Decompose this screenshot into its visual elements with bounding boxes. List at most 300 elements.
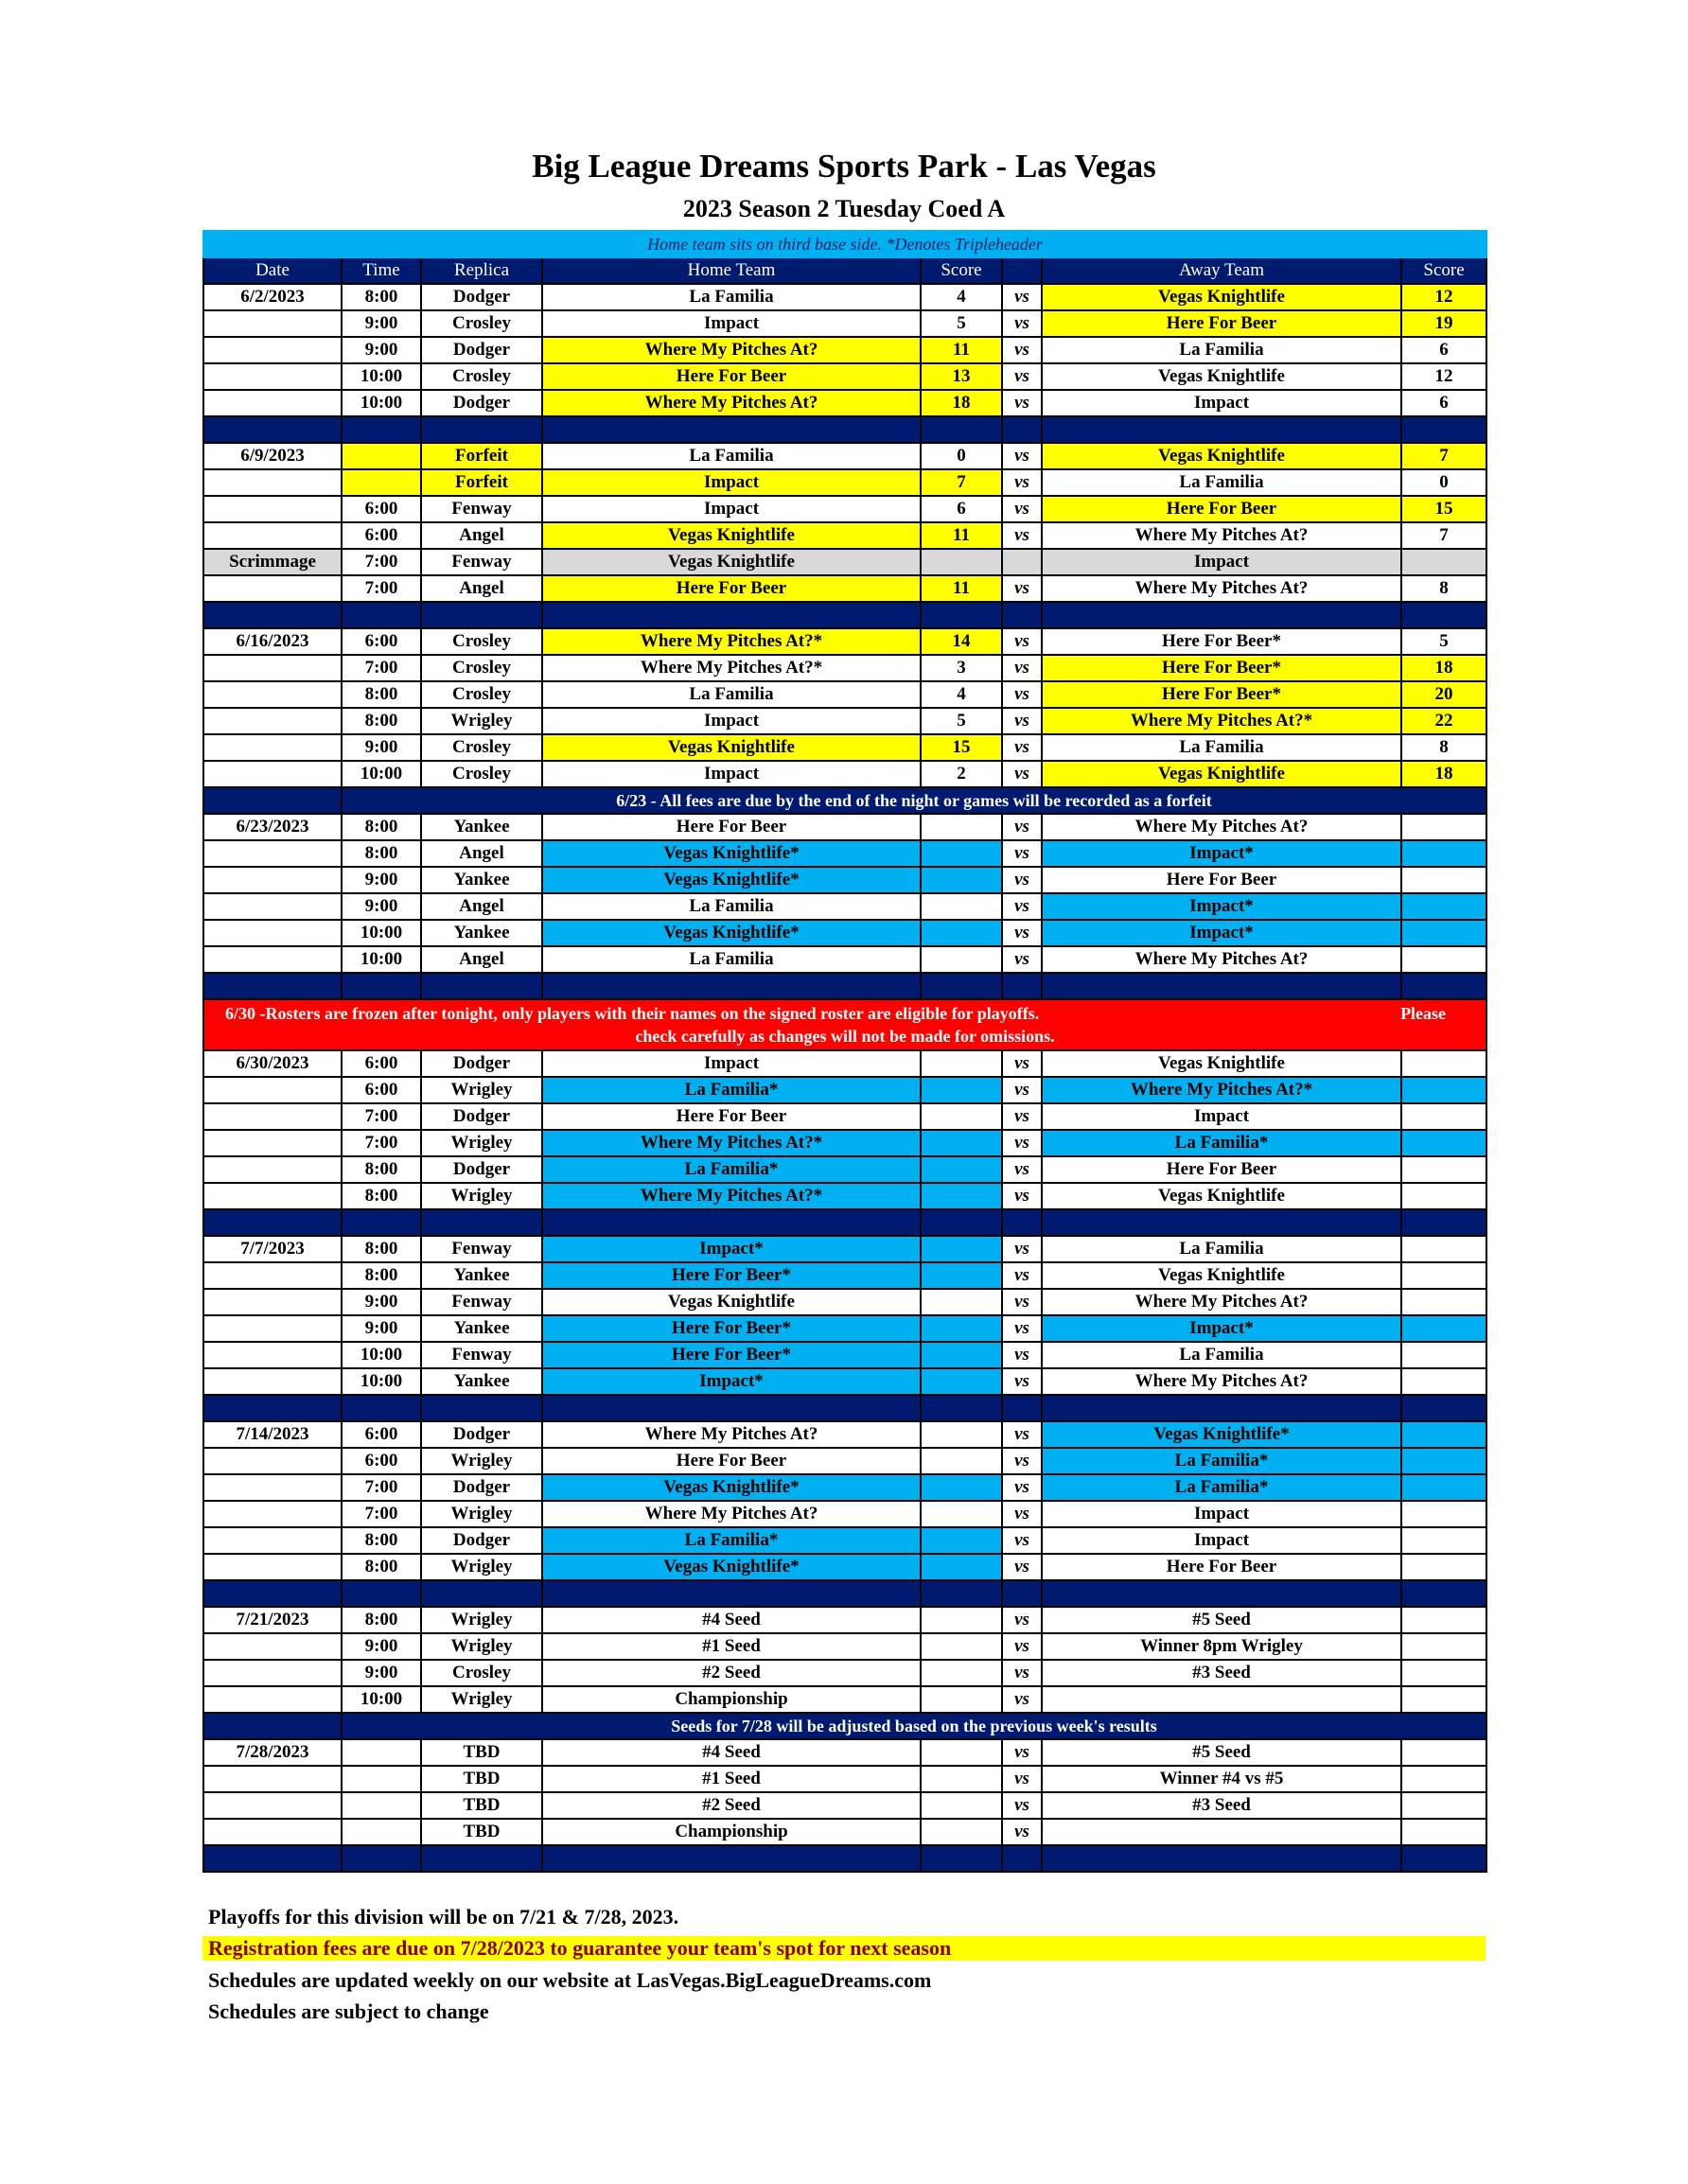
game-date: 7/28/2023 [203,1739,342,1766]
away-score [1401,1289,1486,1315]
game-field: TBD [421,1819,542,1845]
away-team: Where My Pitches At? [1042,946,1401,973]
separator-cell [421,1209,542,1236]
col-time: Time [342,257,421,284]
footer-disclaimer: Schedules are subject to change [208,1999,489,2023]
away-score [1401,1421,1486,1448]
game-date [203,1792,342,1819]
home-score: 11 [921,337,1002,363]
game-time [342,1792,421,1819]
separator-cell [1042,1580,1401,1607]
away-team: La Familia* [1042,1474,1401,1501]
game-row [203,681,1486,708]
game-row [203,1262,1486,1289]
separator-row [203,602,1486,628]
home-score [921,1236,1002,1262]
home-team: Where My Pitches At?* [542,1130,921,1156]
game-row [203,496,1486,522]
roster-alert-row [203,999,1486,1050]
game-date [203,1633,342,1660]
away-score [1401,1527,1486,1554]
game-date [203,575,342,602]
game-time: 10:00 [342,1368,421,1395]
home-score [921,549,1002,575]
away-team: Where My Pitches At? [1042,814,1401,840]
game-time: 7:00 [342,1103,421,1130]
separator-cell [1401,1580,1486,1607]
away-score [1401,1554,1486,1580]
game-time: 10:00 [342,1686,421,1713]
away-team: #5 Seed [1042,1739,1401,1766]
home-score: 0 [921,443,1002,469]
game-time: 6:00 [342,522,421,549]
vs-label: vs [1002,1342,1042,1368]
separator-cell [421,973,542,999]
separator-cell [921,1580,1002,1607]
home-score [921,1368,1002,1395]
game-row [203,867,1486,893]
separator-cell [1401,416,1486,443]
game-row [203,1130,1486,1156]
game-time: 10:00 [342,761,421,787]
away-score [1401,1474,1486,1501]
game-field: Wrigley [421,1077,542,1103]
vs-label: vs [1002,708,1042,734]
separator-cell [542,416,921,443]
separator-cell [1401,1395,1486,1421]
separator-cell [342,602,421,628]
away-score [1401,1077,1486,1103]
game-date: 6/30/2023 [203,1050,342,1077]
separator-cell [203,1845,342,1872]
away-score: 8 [1401,734,1486,761]
home-score [921,1633,1002,1660]
game-time: 8:00 [342,1156,421,1183]
game-field: Angel [421,893,542,920]
game-time: 10:00 [342,920,421,946]
game-row [203,708,1486,734]
home-score [921,1607,1002,1633]
vs-label: vs [1002,761,1042,787]
schedule-table [202,230,1487,1873]
away-team: Here For Beer [1042,1554,1401,1580]
separator-cell [421,1395,542,1421]
away-team: Impact [1042,1501,1401,1527]
game-date [203,681,342,708]
footer-playoffs: Playoffs for this division will be on 7/21 & 7/28, 2023. [208,1905,679,1929]
home-score [921,1342,1002,1368]
game-row [203,1342,1486,1368]
away-score [1401,1262,1486,1289]
game-date [203,310,342,337]
away-score [1401,1236,1486,1262]
separator-cell [1042,416,1401,443]
separator-cell [542,1395,921,1421]
away-team: Here For Beer [1042,496,1401,522]
game-time: 9:00 [342,310,421,337]
game-date [203,1262,342,1289]
game-row [203,1103,1486,1130]
separator-row [203,416,1486,443]
away-team: Where My Pitches At? [1042,522,1401,549]
game-time: 8:00 [342,1527,421,1554]
game-field: Wrigley [421,1448,542,1474]
roster-alert-text: 6/30 -Rosters are frozen after tonight, only players with their names on the signed roster are eligible for playoffs. [225,1004,1040,1023]
away-score [1401,1130,1486,1156]
game-date: 6/2/2023 [203,284,342,310]
away-team: Vegas Knightlife [1042,284,1401,310]
game-date [203,893,342,920]
separator-cell [542,1209,921,1236]
separator-cell [1042,1845,1401,1872]
vs-label: vs [1002,655,1042,681]
home-score: 5 [921,708,1002,734]
vs-label: vs [1002,496,1042,522]
game-row [203,469,1486,496]
vs-label: vs [1002,1819,1042,1845]
game-date [203,1156,342,1183]
notice-row [203,787,1486,814]
game-time: 10:00 [342,946,421,973]
game-field: Dodger [421,284,542,310]
game-row [203,1183,1486,1209]
game-field: Dodger [421,1103,542,1130]
away-score: 18 [1401,655,1486,681]
away-team: Here For Beer [1042,310,1401,337]
game-date [203,840,342,867]
home-score [921,1686,1002,1713]
home-score: 13 [921,363,1002,390]
separator-cell [921,602,1002,628]
separator-cell [1401,602,1486,628]
game-date [203,522,342,549]
home-team: Vegas Knightlife [542,549,921,575]
game-field: Dodger [421,337,542,363]
away-team: #5 Seed [1042,1607,1401,1633]
home-team: Where My Pitches At? [542,1421,921,1448]
away-team: Where My Pitches At?* [1042,1077,1401,1103]
home-team: La Familia [542,284,921,310]
game-field: Angel [421,575,542,602]
vs-label: vs [1002,1315,1042,1342]
game-date: 7/14/2023 [203,1421,342,1448]
game-field: Forfeit [421,443,542,469]
away-team: Impact [1042,390,1401,416]
away-team: Vegas Knightlife [1042,363,1401,390]
game-field: TBD [421,1766,542,1792]
vs-label: vs [1002,734,1042,761]
separator-row [203,1845,1486,1872]
game-field: Crosley [421,363,542,390]
game-field: Fenway [421,549,542,575]
game-time: 6:00 [342,1050,421,1077]
home-team: #2 Seed [542,1660,921,1686]
game-field: Crosley [421,734,542,761]
away-team [1042,1686,1401,1713]
away-score: 18 [1401,761,1486,787]
vs-label: vs [1002,681,1042,708]
game-field: Dodger [421,390,542,416]
game-date [203,1527,342,1554]
vs-label: vs [1002,628,1042,655]
separator-cell [1042,1395,1401,1421]
game-row [203,1077,1486,1103]
home-team: Vegas Knightlife* [542,920,921,946]
away-score [1401,1660,1486,1686]
game-time: 10:00 [342,1342,421,1368]
game-time: 9:00 [342,867,421,893]
game-row [203,920,1486,946]
game-field: Dodger [421,1474,542,1501]
notice-row [203,1713,1486,1739]
home-team: Here For Beer [542,814,921,840]
away-team: La Familia [1042,337,1401,363]
away-score: 6 [1401,337,1486,363]
away-team: Here For Beer [1042,1156,1401,1183]
game-row [203,575,1486,602]
game-field: Crosley [421,761,542,787]
separator-cell [342,973,421,999]
game-field: Wrigley [421,708,542,734]
away-score [1401,1156,1486,1183]
game-field: Crosley [421,628,542,655]
home-score [921,867,1002,893]
away-score: 12 [1401,363,1486,390]
game-date [203,655,342,681]
game-row [203,390,1486,416]
game-field: Wrigley [421,1554,542,1580]
home-score [921,1448,1002,1474]
home-score [921,1183,1002,1209]
away-team: Where My Pitches At?* [1042,708,1401,734]
home-team: Here For Beer [542,1448,921,1474]
separator-cell [203,1395,342,1421]
game-row [203,1792,1486,1819]
separator-cell [542,602,921,628]
game-time: 8:00 [342,708,421,734]
game-field: Fenway [421,496,542,522]
home-score [921,1766,1002,1792]
away-team: Here For Beer* [1042,681,1401,708]
game-field: Wrigley [421,1633,542,1660]
vs-label: vs [1002,363,1042,390]
game-row [203,1607,1486,1633]
vs-label: vs [1002,1607,1042,1633]
game-time: 9:00 [342,734,421,761]
game-row [203,1819,1486,1845]
game-date [203,337,342,363]
game-time [342,1819,421,1845]
game-time: 9:00 [342,893,421,920]
game-time: 8:00 [342,1554,421,1580]
separator-cell [342,1580,421,1607]
away-team [1042,1819,1401,1845]
game-date [203,363,342,390]
away-team: Impact [1042,1527,1401,1554]
game-date [203,1130,342,1156]
separator-cell [921,973,1002,999]
game-row [203,761,1486,787]
game-field: Wrigley [421,1607,542,1633]
notice-text: Seeds for 7/28 will be adjusted based on the previous week's results [342,1713,1486,1739]
vs-label: vs [1002,1766,1042,1792]
separator-cell [1002,1580,1042,1607]
game-time: 6:00 [342,1077,421,1103]
game-time: 6:00 [342,1448,421,1474]
game-row [203,1474,1486,1501]
roster-alert-line1 [206,1002,1484,1025]
home-score: 6 [921,496,1002,522]
away-score [1401,1501,1486,1527]
col-vs [1002,257,1042,284]
away-team: La Familia* [1042,1448,1401,1474]
away-team: Where My Pitches At? [1042,1289,1401,1315]
home-team: Impact [542,1050,921,1077]
home-score: 5 [921,310,1002,337]
col-away-team: Away Team [1042,257,1401,284]
away-team: Impact* [1042,893,1401,920]
vs-label: vs [1002,1633,1042,1660]
separator-cell [421,1580,542,1607]
home-score: 3 [921,655,1002,681]
away-team: Impact* [1042,1315,1401,1342]
home-score [921,1050,1002,1077]
game-date [203,1686,342,1713]
game-time: 6:00 [342,1421,421,1448]
game-field: Crosley [421,655,542,681]
home-score: 4 [921,681,1002,708]
vs-label: vs [1002,575,1042,602]
game-row [203,1315,1486,1342]
game-date [203,1501,342,1527]
footer-website: Schedules are updated weekly on our website at LasVegas.BigLeagueDreams.com [208,1968,932,1992]
game-row [203,443,1486,469]
vs-label: vs [1002,1368,1042,1395]
game-row [203,522,1486,549]
game-time: 9:00 [342,1633,421,1660]
away-team: Vegas Knightlife* [1042,1421,1401,1448]
separator-cell [421,602,542,628]
home-score: 11 [921,575,1002,602]
vs-label: vs [1002,337,1042,363]
vs-label: vs [1002,284,1042,310]
game-time: 6:00 [342,496,421,522]
home-score: 7 [921,469,1002,496]
home-score [921,1421,1002,1448]
game-field: Angel [421,840,542,867]
separator-cell [342,416,421,443]
vs-label: vs [1002,1527,1042,1554]
roster-alert-body [206,1002,1484,1048]
col-date: Date [203,257,342,284]
col-away-score: Score [1401,257,1486,284]
game-field: Fenway [421,1289,542,1315]
game-date [203,1342,342,1368]
game-time: 8:00 [342,284,421,310]
home-team: Impact [542,469,921,496]
game-date: 6/23/2023 [203,814,342,840]
game-field: Crosley [421,1660,542,1686]
separator-cell [342,1845,421,1872]
separator-cell [421,1845,542,1872]
home-score [921,1527,1002,1554]
separator-cell [542,1845,921,1872]
game-time: 9:00 [342,1660,421,1686]
home-team: #4 Seed [542,1739,921,1766]
game-date [203,1103,342,1130]
game-field: Wrigley [421,1183,542,1209]
home-score [921,814,1002,840]
home-score [921,1660,1002,1686]
away-team: Where My Pitches At? [1042,1368,1401,1395]
game-date [203,1819,342,1845]
vs-label: vs [1002,310,1042,337]
game-date [203,496,342,522]
game-time: 7:00 [342,1501,421,1527]
game-row [203,840,1486,867]
separator-cell [542,1580,921,1607]
vs-label [1002,549,1042,575]
game-time [342,1739,421,1766]
game-date [203,1368,342,1395]
home-team: #1 Seed [542,1766,921,1792]
game-field: Yankee [421,1262,542,1289]
game-field: Wrigley [421,1130,542,1156]
home-score [921,920,1002,946]
game-date [203,734,342,761]
game-field: Crosley [421,310,542,337]
away-team: Winner 8pm Wrigley [1042,1633,1401,1660]
vs-label: vs [1002,1792,1042,1819]
away-team: Impact* [1042,840,1401,867]
away-team: #3 Seed [1042,1660,1401,1686]
separator-cell [421,416,542,443]
away-score [1401,1686,1486,1713]
note-text: Home team sits on third base side. *Denotes Tripleheader [203,231,1486,257]
vs-label: vs [1002,1236,1042,1262]
home-team: Vegas Knightlife [542,1289,921,1315]
note-row [203,231,1486,257]
home-team: Vegas Knightlife* [542,1474,921,1501]
away-score [1401,893,1486,920]
game-row [203,1633,1486,1660]
away-team: Vegas Knightlife [1042,1050,1401,1077]
game-date [203,390,342,416]
game-row [203,946,1486,973]
game-date [203,708,342,734]
away-team: Here For Beer [1042,867,1401,893]
vs-label: vs [1002,1660,1042,1686]
game-time: 7:00 [342,655,421,681]
home-team: La Familia [542,681,921,708]
away-score [1401,1315,1486,1342]
game-row [203,337,1486,363]
away-score [1401,946,1486,973]
separator-cell [1002,973,1042,999]
home-score: 11 [921,522,1002,549]
game-date [203,946,342,973]
game-date [203,1554,342,1580]
game-row [203,1660,1486,1686]
vs-label: vs [1002,1289,1042,1315]
game-date: 6/9/2023 [203,443,342,469]
home-team: Here For Beer [542,575,921,602]
away-score: 7 [1401,443,1486,469]
away-score [1401,1607,1486,1633]
separator-row [203,1580,1486,1607]
home-team: Here For Beer* [542,1262,921,1289]
away-score [1401,1633,1486,1660]
